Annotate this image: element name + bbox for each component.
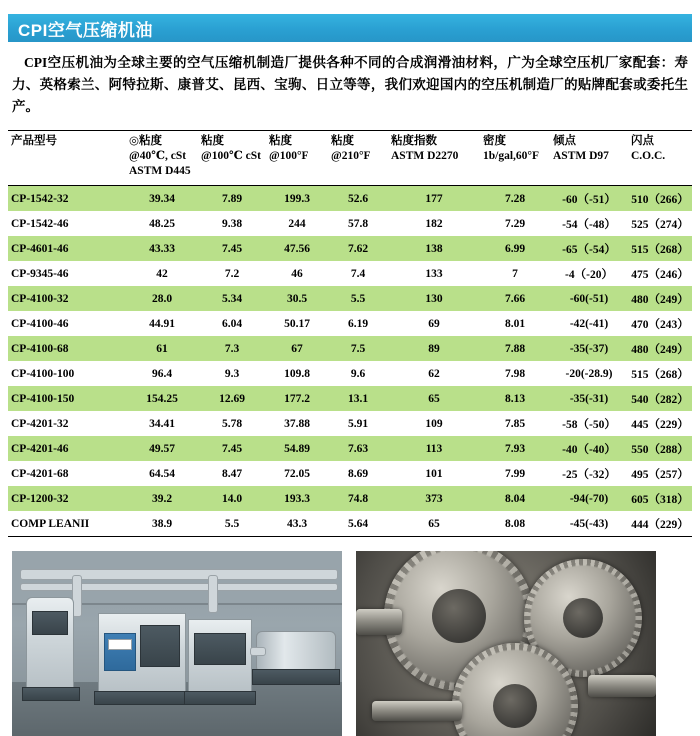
cell-viscosity-100f: 30.5 [266, 286, 328, 311]
column-header-density-line2: 1b/gal,60°F [483, 150, 540, 162]
separator-panel [32, 611, 68, 635]
cell-viscosity-index: 113 [388, 436, 480, 461]
equipment-base [184, 691, 256, 705]
cell-viscosity-100f: 54.89 [266, 436, 328, 461]
cell-density: 8.04 [480, 486, 550, 511]
column-header-density-line1: 密度 [483, 135, 506, 147]
cell-viscosity-40c: 39.34 [126, 186, 198, 212]
cell-flash-point: 525（274） [628, 211, 692, 236]
column-header-viscosity-100c-line1: 粘度 [201, 135, 224, 147]
cell-viscosity-40c: 96.4 [126, 361, 198, 386]
cell-viscosity-index: 373 [388, 486, 480, 511]
column-header-viscosity-100c [198, 131, 266, 186]
cell-flash-point: 515（268） [628, 361, 692, 386]
cell-flash-point: 470（243） [628, 311, 692, 336]
cell-viscosity-index: 177 [388, 186, 480, 212]
cell-flash-point: 540（282） [628, 386, 692, 411]
cell-viscosity-100c: 12.69 [198, 386, 266, 411]
cell-density: 7.66 [480, 286, 550, 311]
cell-viscosity-40c: 42 [126, 261, 198, 286]
column-header-viscosity-40c-line2: @40℃, cSt [129, 150, 187, 162]
cell-density: 7.85 [480, 411, 550, 436]
column-header-viscosity-210f-line1: 粘度 [331, 135, 354, 147]
cell-flash-point: 515（268） [628, 236, 692, 261]
column-header-density [480, 131, 550, 186]
equipment-base [22, 687, 80, 701]
column-header-viscosity-40c-line3: ASTM D445 [129, 165, 191, 177]
cell-density: 7.28 [480, 186, 550, 212]
cell-density: 7.29 [480, 211, 550, 236]
cell-viscosity-100f: 47.56 [266, 236, 328, 261]
table-row [8, 511, 692, 537]
table-row [8, 261, 692, 286]
column-header-viscosity-100f-line1: 粘度 [269, 135, 292, 147]
table-row [8, 236, 692, 261]
cell-model: CP-1200-32 [8, 486, 126, 511]
cell-viscosity-210f: 57.8 [328, 211, 388, 236]
cell-flash-point: 550（288） [628, 436, 692, 461]
page-title: CPI空气压缩机油 [18, 20, 153, 40]
column-header-flash-point-line1: 闪点 [631, 135, 654, 147]
cell-viscosity-210f: 9.6 [328, 361, 388, 386]
column-header-pour-point-line2: ASTM D97 [553, 150, 609, 162]
cell-viscosity-210f: 7.5 [328, 336, 388, 361]
cell-model: CP-4100-100 [8, 361, 126, 386]
cell-model: CP-4100-46 [8, 311, 126, 336]
cell-viscosity-index: 65 [388, 386, 480, 411]
cell-viscosity-index: 109 [388, 411, 480, 436]
table-row [8, 461, 692, 486]
cell-flash-point: 495（257） [628, 461, 692, 486]
cell-viscosity-210f: 5.91 [328, 411, 388, 436]
gear-hub [432, 589, 486, 643]
cell-viscosity-100c: 8.47 [198, 461, 266, 486]
tank-pipe [250, 647, 266, 656]
cell-viscosity-210f: 6.19 [328, 311, 388, 336]
gear-hub [493, 684, 537, 728]
cell-density: 6.99 [480, 236, 550, 261]
table-header [8, 131, 692, 186]
product-page [0, 14, 700, 698]
cell-pour-point: -58（-50） [550, 411, 628, 436]
cell-viscosity-100f: 72.05 [266, 461, 328, 486]
column-header-pour-point [550, 131, 628, 186]
cell-viscosity-100f: 43.3 [266, 511, 328, 537]
drive-shaft [372, 701, 462, 721]
specification-table [8, 130, 692, 537]
overhead-pipe [20, 569, 338, 580]
table-row [8, 311, 692, 336]
table-body [8, 186, 692, 537]
cell-viscosity-index: 69 [388, 311, 480, 336]
column-header-viscosity-index-line1: 粘度指数 [391, 135, 437, 147]
cell-density: 7.98 [480, 361, 550, 386]
cell-viscosity-210f: 52.6 [328, 186, 388, 212]
cell-viscosity-40c: 154.25 [126, 386, 198, 411]
cell-flash-point: 510（266） [628, 186, 692, 212]
cell-viscosity-100c: 5.34 [198, 286, 266, 311]
column-header-flash-point-line2: C.O.C. [631, 150, 666, 162]
cell-viscosity-40c: 49.57 [126, 436, 198, 461]
cell-viscosity-210f: 7.62 [328, 236, 388, 261]
cell-pour-point: -4（-20） [550, 261, 628, 286]
cell-viscosity-210f: 5.64 [328, 511, 388, 537]
column-header-viscosity-40c [126, 131, 198, 186]
cell-viscosity-100c: 14.0 [198, 486, 266, 511]
column-header-viscosity-index [388, 131, 480, 186]
cell-viscosity-100c: 5.78 [198, 411, 266, 436]
equipment-base [94, 691, 190, 705]
drive-shaft [356, 609, 402, 635]
cell-model: CP-4201-32 [8, 411, 126, 436]
cell-viscosity-100f: 67 [266, 336, 328, 361]
column-header-viscosity-100f-line2: @100°F [269, 150, 309, 162]
cell-pour-point: -94(-70) [550, 486, 628, 511]
cell-viscosity-40c: 28.0 [126, 286, 198, 311]
table-row [8, 386, 692, 411]
table-row [8, 186, 692, 212]
cell-pour-point: -65（-54） [550, 236, 628, 261]
cell-density: 7 [480, 261, 550, 286]
cell-viscosity-index: 133 [388, 261, 480, 286]
table-row [8, 361, 692, 386]
cell-viscosity-100f: 177.2 [266, 386, 328, 411]
column-header-viscosity-210f [328, 131, 388, 186]
page-title-bar [8, 14, 692, 42]
cell-viscosity-210f: 8.69 [328, 461, 388, 486]
cell-flash-point: 480（249） [628, 286, 692, 311]
cell-density: 7.99 [480, 461, 550, 486]
table-row [8, 436, 692, 461]
cell-viscosity-100f: 244 [266, 211, 328, 236]
cell-viscosity-100c: 7.45 [198, 236, 266, 261]
cell-viscosity-index: 89 [388, 336, 480, 361]
cell-pour-point: -25（-32） [550, 461, 628, 486]
cell-model: CP-9345-46 [8, 261, 126, 286]
overhead-pipe [20, 583, 338, 591]
column-header-flash-point [628, 131, 692, 186]
cell-viscosity-40c: 39.2 [126, 486, 198, 511]
cell-viscosity-40c: 64.54 [126, 461, 198, 486]
cell-flash-point: 475（246） [628, 261, 692, 286]
cell-pour-point: -60(-51) [550, 286, 628, 311]
cell-model: CP-4201-68 [8, 461, 126, 486]
cell-model: CP-1542-32 [8, 186, 126, 212]
equipment-base [252, 669, 340, 685]
cell-viscosity-40c: 44.91 [126, 311, 198, 336]
cell-viscosity-210f: 7.4 [328, 261, 388, 286]
intro-paragraph [12, 52, 688, 118]
cell-viscosity-210f: 7.63 [328, 436, 388, 461]
cell-viscosity-100c: 5.5 [198, 511, 266, 537]
intro-text: CPI空压机油为全球主要的空气压缩机制造厂提供各种不同的合成润滑油材料，广为全球空压机厂家配套：寿力、英格索兰、阿特拉斯、康普艾、昆西、宝驹、日立等等，我们欢迎国内的空压机制造厂的贴牌配套或委托生产。 [12, 55, 688, 114]
photo-gallery [8, 551, 692, 736]
table-row [8, 211, 692, 236]
cell-model: CP-1542-46 [8, 211, 126, 236]
cell-viscosity-index: 130 [388, 286, 480, 311]
table-row [8, 486, 692, 511]
cell-model: CP-4201-46 [8, 436, 126, 461]
cell-flash-point: 480（249） [628, 336, 692, 361]
cell-pour-point: -45(-43) [550, 511, 628, 537]
cell-viscosity-100f: 50.17 [266, 311, 328, 336]
table-row [8, 286, 692, 311]
column-header-viscosity-100f [266, 131, 328, 186]
column-header-model-line1: 产品型号 [11, 135, 57, 147]
column-header-viscosity-210f-line2: @210°F [331, 150, 371, 162]
cell-viscosity-100c: 7.3 [198, 336, 266, 361]
cell-viscosity-100c: 6.04 [198, 311, 266, 336]
cell-viscosity-index: 101 [388, 461, 480, 486]
cell-density: 8.01 [480, 311, 550, 336]
cell-pour-point: -35(-31) [550, 386, 628, 411]
cell-viscosity-40c: 48.25 [126, 211, 198, 236]
panel-display [108, 639, 132, 650]
vertical-pipe [208, 575, 218, 613]
cell-viscosity-100c: 7.89 [198, 186, 266, 212]
cell-model: COMP LEANII [8, 511, 126, 537]
column-header-viscosity-40c-line1: ◎粘度 [129, 135, 163, 147]
cell-viscosity-210f: 74.8 [328, 486, 388, 511]
cell-viscosity-210f: 13.1 [328, 386, 388, 411]
cell-viscosity-40c: 38.9 [126, 511, 198, 537]
air-receiver-tank [256, 631, 336, 673]
cell-density: 8.08 [480, 511, 550, 537]
cell-pour-point: -54（-48） [550, 211, 628, 236]
cell-viscosity-index: 138 [388, 236, 480, 261]
cell-model: CP-4100-150 [8, 386, 126, 411]
gear-assembly-photo [356, 551, 656, 736]
cell-pour-point: -60（-51） [550, 186, 628, 212]
cell-viscosity-index: 65 [388, 511, 480, 537]
cell-viscosity-100f: 199.3 [266, 186, 328, 212]
cell-viscosity-100c: 9.38 [198, 211, 266, 236]
cell-model: CP-4601-46 [8, 236, 126, 261]
air-compressor-unit-photo [12, 551, 342, 736]
cell-viscosity-40c: 34.41 [126, 411, 198, 436]
cell-viscosity-40c: 61 [126, 336, 198, 361]
drive-shaft [588, 675, 656, 697]
cell-viscosity-100f: 46 [266, 261, 328, 286]
cell-viscosity-100c: 7.45 [198, 436, 266, 461]
cell-model: CP-4100-32 [8, 286, 126, 311]
table-row [8, 336, 692, 361]
cell-flash-point: 445（229） [628, 411, 692, 436]
cell-flash-point: 605（318） [628, 486, 692, 511]
cell-viscosity-40c: 43.33 [126, 236, 198, 261]
cell-density: 8.13 [480, 386, 550, 411]
cell-pour-point: -35(-37) [550, 336, 628, 361]
cell-viscosity-210f: 5.5 [328, 286, 388, 311]
cell-viscosity-index: 182 [388, 211, 480, 236]
cell-model: CP-4100-68 [8, 336, 126, 361]
column-header-viscosity-index-line2: ASTM D2270 [391, 150, 459, 162]
cell-viscosity-100f: 109.8 [266, 361, 328, 386]
cell-viscosity-100f: 37.88 [266, 411, 328, 436]
cell-flash-point: 444（229） [628, 511, 692, 537]
cell-density: 7.88 [480, 336, 550, 361]
table-header-row [8, 131, 692, 186]
column-header-model [8, 131, 126, 186]
column-header-viscosity-100c-line2: @100℃ cSt [201, 150, 261, 162]
cell-pour-point: -40（-40） [550, 436, 628, 461]
cell-viscosity-100c: 9.3 [198, 361, 266, 386]
cell-pour-point: -20(-28.9) [550, 361, 628, 386]
column-header-pour-point-line1: 倾点 [553, 135, 576, 147]
cell-pour-point: -42(-41) [550, 311, 628, 336]
cabinet-louver [140, 625, 180, 667]
table-row [8, 411, 692, 436]
cell-viscosity-100f: 193.3 [266, 486, 328, 511]
cell-viscosity-100c: 7.2 [198, 261, 266, 286]
gear-hub [563, 598, 603, 638]
secondary-louver [194, 633, 246, 665]
cell-density: 7.93 [480, 436, 550, 461]
cell-viscosity-index: 62 [388, 361, 480, 386]
